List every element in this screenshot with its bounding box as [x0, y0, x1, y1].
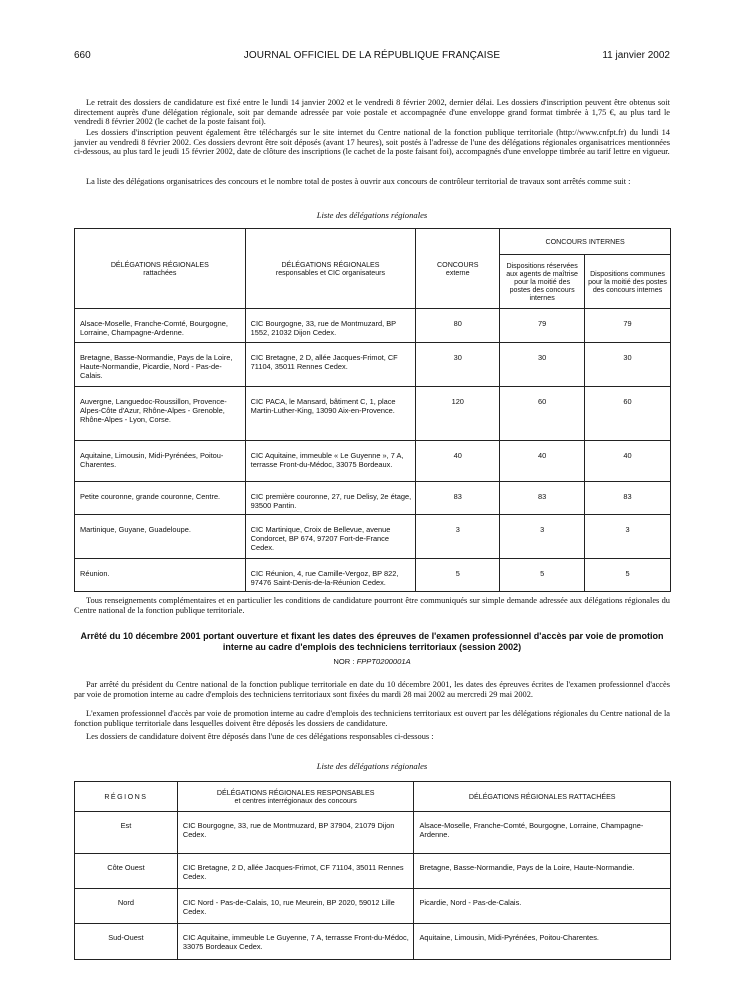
t2-header-responsables-sub: et centres interrégionaux des concours [234, 796, 357, 805]
t1-cell-externe: 83 [416, 482, 500, 515]
table-row [75, 889, 671, 924]
t1-cell-externe: 40 [416, 441, 500, 482]
table-row [75, 854, 671, 889]
t2-cell-rattachees: Bretagne, Basse-Normandie, Pays de la Loire, Haute-Normandie. [414, 854, 671, 889]
t2-header-responsables [177, 782, 414, 812]
arrete-paragraph-3: Les dossiers de candidature doivent être déposés dans l'une de ces délégations responsables ci-dessous : [86, 732, 434, 741]
t1-header-externe-sub: externe [445, 268, 470, 277]
t1-cell-rattachees: Martinique, Guyane, Guadeloupe. [75, 515, 246, 559]
t1-header-externe-main: CONCOURS [437, 260, 479, 269]
nor-label: NOR : [333, 657, 355, 666]
table-row [75, 309, 671, 343]
t1-cell-responsables: CIC Aquitaine, immeuble « Le Guyenne », 7 A, terrasse Front-du-Médoc, 33075 Bordeaux. [245, 441, 416, 482]
t1-cell-rattachees: Réunion. [75, 559, 246, 592]
t2-header-rattachees: DÉLÉGATIONS RÉGIONALES RATTACHÉES [414, 782, 671, 812]
t1-header-externe [416, 229, 500, 309]
page-number: 660 [74, 50, 91, 61]
t1-cell-responsables: CIC Réunion, 4, rue Camille-Vergoz, BP 822, 97476 Saint-Denis-de-la-Réunion Cedex. [245, 559, 416, 592]
t1-cell-communes: 3 [585, 515, 671, 559]
after-table-paragraph: Tous renseignements complémentaires et en particulier les conditions de candidature pourront être communiqués sur simple demande adressée aux délégations régionales du Centre national de la fonction publique territoriale. [74, 596, 670, 615]
t1-cell-externe: 5 [416, 559, 500, 592]
t2-cell-rattachees: Aquitaine, Limousin, Midi-Pyrénées, Poitou-Charentes. [414, 924, 671, 960]
t1-header-communes: Dispositions communes pour la moitié des postes des concours internes [585, 255, 671, 309]
t2-header-regions: RÉGIONS [75, 782, 178, 812]
t1-cell-maitrise: 3 [500, 515, 585, 559]
arrete-paragraph-1: Par arrêté du président du Centre national de la fonction publique territoriale en date du 10 décembre 2001, les dates des épreuves écrites de l'examen professionnel d'accès par voie de promotion interne au cadre d'emplois des techniciens territoriaux sont fixées du mardi 28 mai 2002 au mercredi 29 mai 2002. [74, 680, 670, 699]
nor-reference [74, 657, 670, 666]
table-row [75, 441, 671, 482]
t2-cell-rattachees: Picardie, Nord - Pas-de-Calais. [414, 889, 671, 924]
intro-paragraph-3: La liste des délégations organisatrices des concours et le nombre total de postes à ouvrir aux concours de contrôleur territorial de travaux sont arrêtés comme suit : [86, 177, 631, 186]
t1-cell-externe: 30 [416, 343, 500, 387]
arrete-paragraph-2: L'examen professionnel d'accès par voie de promotion interne au cadre d'emplois des techniciens territoriaux est ouvert par les délégations régionales du Centre national de la fonction publique territoriale dans lesquelles doivent être déposés les dossiers de candidature. [74, 709, 670, 728]
t1-cell-maitrise: 40 [500, 441, 585, 482]
issue-date: 11 janvier 2002 [602, 50, 670, 61]
intro-paragraph-2: Les dossiers d'inscription peuvent également être téléchargés sur le site internet du Centre national de la fonction publique territoriale (http://www.cnfpt.fr) du lundi 14 janvier au vendredi 8 février 2002. Ces dossiers devront être soit déposés (avant 17 heures), soit postés à l'adresse de l'une des délégations régionales organisatrices mentionnées ci-dessous, au plus tard le jeudi 15 février 2002, date de clôture des inscriptions (le cachet de la poste faisant foi), accompagnés d'une enveloppe timbrée au tarif lettre en vigueur. [74, 128, 670, 157]
t1-cell-communes: 83 [585, 482, 671, 515]
table1-caption: Liste des délégations régionales [316, 210, 428, 220]
t2-cell-region: Nord [75, 889, 178, 924]
t1-cell-responsables: CIC première couronne, 27, rue Delisy, 2e étage, 93500 Pantin. [245, 482, 416, 515]
t1-cell-responsables: CIC Martinique, Croix de Bellevue, avenue Condorcet, BP 674, 97207 Fort-de-France Cedex. [245, 515, 416, 559]
t1-header-internes: CONCOURS INTERNES [500, 229, 671, 255]
table-row [75, 515, 671, 559]
t2-cell-responsables: CIC Bretagne, 2 D, allée Jacques-Frimot, CF 71104, 35011 Rennes Cedex. [177, 854, 414, 889]
t1-cell-rattachees: Auvergne, Languedoc-Roussillon, Provence-Alpes-Côte d'Azur, Rhône-Alpes - Grenoble, Rhône-Alpes - Lyon, Corse. [75, 387, 246, 441]
t1-cell-communes: 60 [585, 387, 671, 441]
t2-cell-region: Sud-Ouest [75, 924, 178, 960]
t2-cell-region: Côte Ouest [75, 854, 178, 889]
t2-header-responsables-main: DÉLÉGATIONS RÉGIONALES RESPONSABLES [216, 788, 375, 797]
t2-cell-rattachees: Alsace-Moselle, Franche-Comté, Bourgogne, Lorraine, Champagne-Ardenne. [414, 812, 671, 854]
t1-header-responsables [245, 229, 416, 309]
t1-header-rattachees-sub: rattachées [143, 268, 177, 277]
table-row [75, 343, 671, 387]
table2-caption: Liste des délégations régionales [316, 761, 428, 771]
t1-cell-externe: 120 [416, 387, 500, 441]
nor-code: FPPT0200001A [356, 657, 411, 666]
page-header [74, 50, 670, 66]
t1-cell-communes: 5 [585, 559, 671, 592]
t1-cell-externe: 80 [416, 309, 500, 343]
t2-cell-responsables: CIC Aquitaine, immeuble Le Guyenne, 7 A, terrasse Front-du-Médoc, 33075 Bordeaux Cedex. [177, 924, 414, 960]
table-row [75, 482, 671, 515]
t1-cell-externe: 3 [416, 515, 500, 559]
t1-cell-responsables: CIC PACA, le Mansard, bâtiment C, 1, place Martin-Luther-King, 13090 Aix-en-Provence. [245, 387, 416, 441]
t1-cell-maitrise: 60 [500, 387, 585, 441]
t1-cell-maitrise: 79 [500, 309, 585, 343]
t1-cell-rattachees: Bretagne, Basse-Normandie, Pays de la Loire, Haute-Normandie, Picardie, Nord - Pas-de-Calais. [75, 343, 246, 387]
t1-cell-rattachees: Aquitaine, Limousin, Midi-Pyrénées, Poitou-Charentes. [75, 441, 246, 482]
delegations-table-1 [74, 228, 671, 592]
t1-header-responsables-sub: responsables et CIC organisateurs [275, 268, 386, 277]
delegations-table-2 [74, 781, 671, 960]
table-row [75, 924, 671, 960]
t1-header-responsables-main: DÉLÉGATIONS RÉGIONALES [281, 260, 380, 269]
t1-cell-responsables: CIC Bourgogne, 33, rue de Montmuzard, BP 1552, 21032 Dijon Cedex. [245, 309, 416, 343]
table-row [75, 387, 671, 441]
t2-cell-responsables: CIC Bourgogne, 33, rue de Montmuzard, BP 37904, 21079 Dijon Cedex. [177, 812, 414, 854]
arrete-title: Arrêté du 10 décembre 2001 portant ouverture et fixant les dates des épreuves de l'examen professionnel d'accès par voie de promotion interne au cadre d'emplois des techniciens territoriaux (session 2002) [80, 631, 664, 652]
t1-header-maitrise: Dispositions réservées aux agents de maîtrise pour la moitié des postes des concours internes [500, 255, 585, 309]
table-row [75, 559, 671, 592]
t1-cell-rattachees: Petite couronne, grande couronne, Centre. [75, 482, 246, 515]
table-row [75, 812, 671, 854]
t1-cell-maitrise: 30 [500, 343, 585, 387]
intro-paragraph-1: Le retrait des dossiers de candidature est fixé entre le lundi 14 janvier 2002 et le vendredi 8 février 2002, dernier délai. Les dossiers d'inscription peuvent être obtenus soit directement auprès d'une délégation régionale, soit par demande adressée par voie postale et accompagnée d'une enveloppe grand format timbrée à 1,75 €, au plus tard le vendredi 8 février 2002 (le cachet de la poste faisant foi). [74, 98, 670, 127]
t1-cell-maitrise: 5 [500, 559, 585, 592]
t1-cell-communes: 40 [585, 441, 671, 482]
t1-cell-communes: 30 [585, 343, 671, 387]
t1-header-rattachees [75, 229, 246, 309]
t1-cell-rattachees: Alsace-Moselle, Franche-Comté, Bourgogne, Lorraine, Champagne-Ardenne. [75, 309, 246, 343]
t2-cell-responsables: CIC Nord - Pas-de-Calais, 10, rue Meurein, BP 2020, 59012 Lille Cedex. [177, 889, 414, 924]
t2-cell-region: Est [75, 812, 178, 854]
t1-header-rattachees-main: DÉLÉGATIONS RÉGIONALES [110, 260, 209, 269]
t1-cell-communes: 79 [585, 309, 671, 343]
journal-title: JOURNAL OFFICIEL DE LA RÉPUBLIQUE FRANÇAISE [243, 50, 501, 61]
t1-cell-responsables: CIC Bretagne, 2 D, allée Jacques-Frimot, CF 71104, 35011 Rennes Cedex. [245, 343, 416, 387]
t1-cell-maitrise: 83 [500, 482, 585, 515]
